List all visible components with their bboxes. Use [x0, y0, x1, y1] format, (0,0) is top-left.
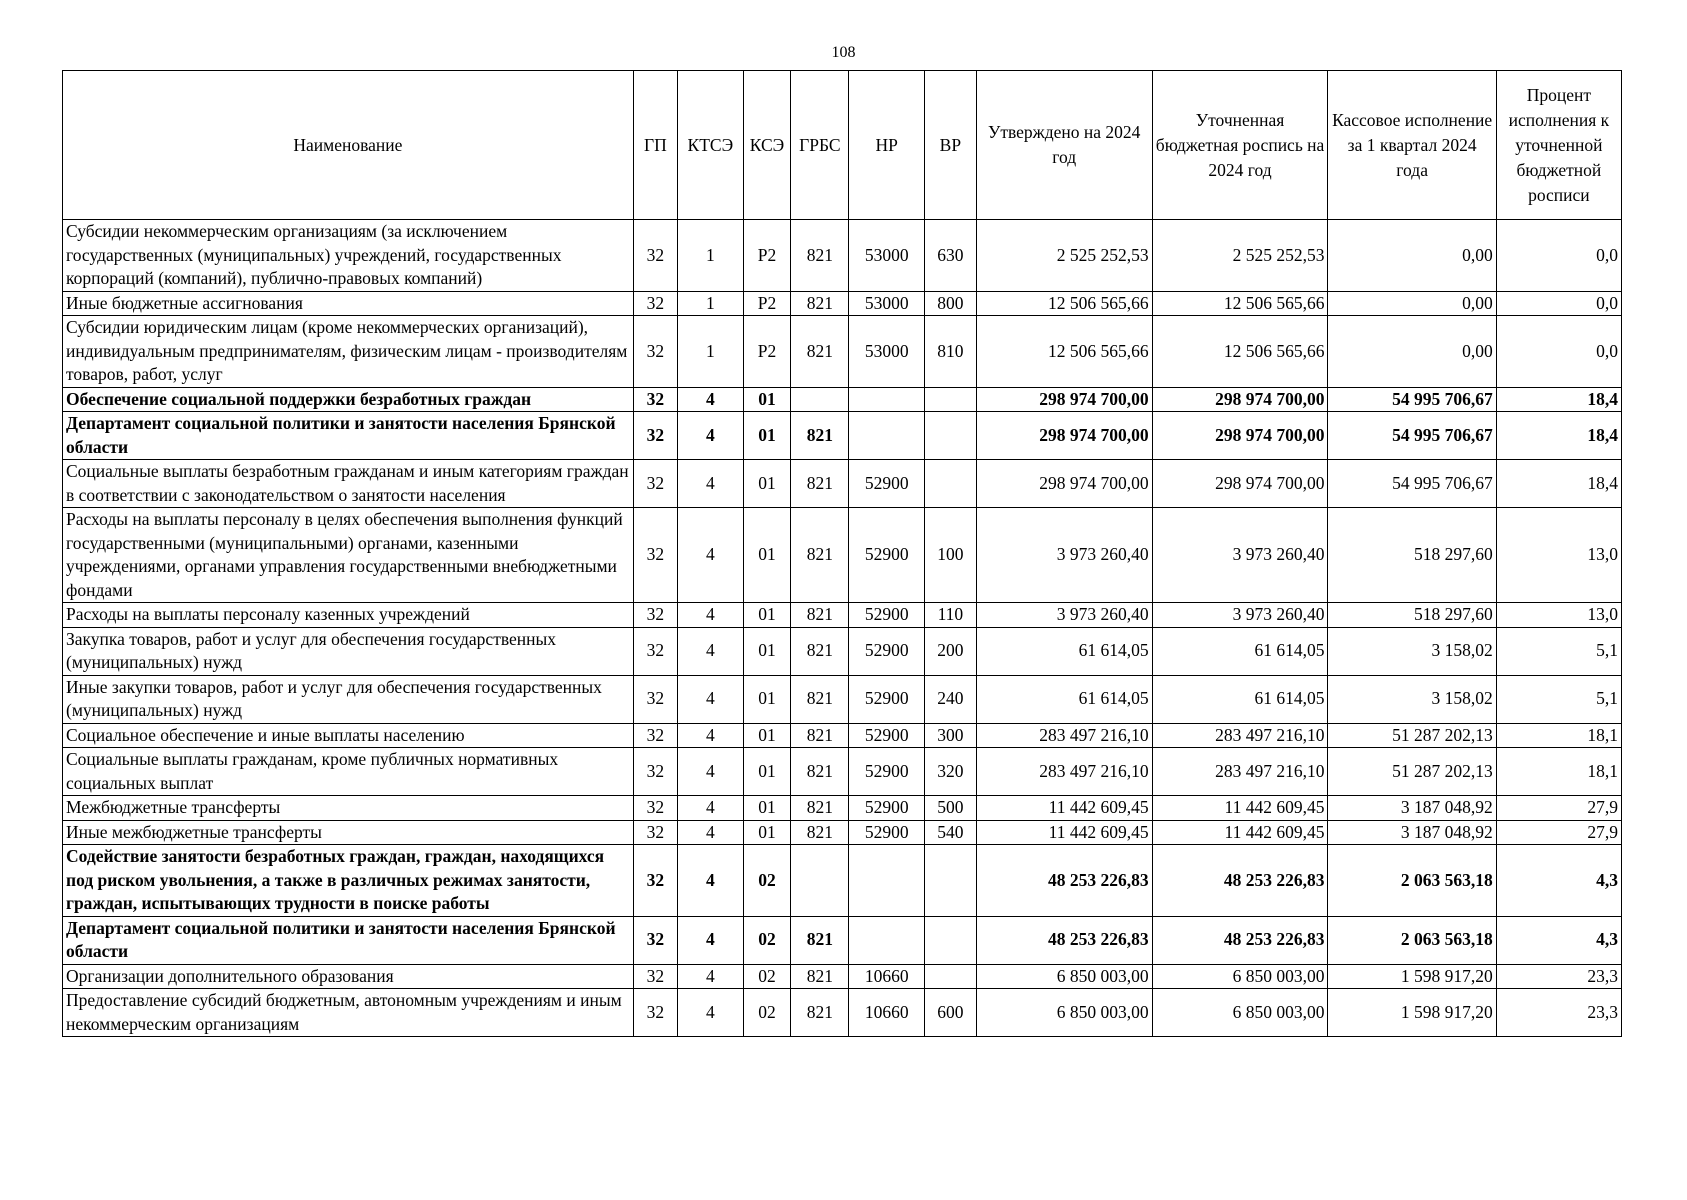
cell-kse: 01 — [743, 627, 790, 675]
cell-ktse: 4 — [677, 796, 743, 821]
cell-grbs — [791, 845, 849, 917]
cell-vr: 810 — [924, 316, 976, 388]
cell-grbs: 821 — [791, 412, 849, 460]
cell-nr: 52900 — [849, 748, 925, 796]
table-row — [63, 291, 1622, 316]
cell-kse: P2 — [743, 291, 790, 316]
cell-gp: 32 — [633, 460, 677, 508]
cell-gp: 32 — [633, 748, 677, 796]
cell-vr: 540 — [924, 820, 976, 845]
cell-approved: 48 253 226,83 — [976, 845, 1152, 917]
cell-cash: 3 158,02 — [1328, 675, 1496, 723]
cell-grbs: 821 — [791, 603, 849, 628]
cell-approved: 283 497 216,10 — [976, 723, 1152, 748]
table-row — [63, 220, 1622, 292]
cell-gp: 32 — [633, 723, 677, 748]
cell-cash: 518 297,60 — [1328, 508, 1496, 603]
cell-ktse: 4 — [677, 748, 743, 796]
cell-percent: 18,4 — [1496, 412, 1621, 460]
cell-kse: P2 — [743, 220, 790, 292]
cell-gp: 32 — [633, 603, 677, 628]
cell-vr — [924, 845, 976, 917]
cell-cash: 0,00 — [1328, 220, 1496, 292]
table-row — [63, 989, 1622, 1037]
table-row — [63, 603, 1622, 628]
cell-refined: 11 442 609,45 — [1152, 820, 1328, 845]
cell-percent: 13,0 — [1496, 508, 1621, 603]
cell-kse: 01 — [743, 796, 790, 821]
cell-vr — [924, 460, 976, 508]
cell-approved: 48 253 226,83 — [976, 916, 1152, 964]
header-vr: ВР — [924, 71, 976, 220]
cell-vr — [924, 412, 976, 460]
header-row — [63, 71, 1622, 220]
cell-vr: 500 — [924, 796, 976, 821]
cell-vr: 110 — [924, 603, 976, 628]
cell-percent: 0,0 — [1496, 291, 1621, 316]
cell-ktse: 4 — [677, 412, 743, 460]
cell-cash: 54 995 706,67 — [1328, 412, 1496, 460]
cell-nr: 10660 — [849, 964, 925, 989]
cell-nr — [849, 387, 925, 412]
cell-gp: 32 — [633, 387, 677, 412]
cell-approved: 61 614,05 — [976, 627, 1152, 675]
cell-name: Социальное обеспечение и иные выплаты населению — [63, 723, 634, 748]
cell-name: Департамент социальной политики и занятости населения Брянской области — [63, 412, 634, 460]
cell-nr: 10660 — [849, 989, 925, 1037]
cell-cash: 518 297,60 — [1328, 603, 1496, 628]
cell-refined: 61 614,05 — [1152, 627, 1328, 675]
cell-grbs: 821 — [791, 316, 849, 388]
cell-nr: 52900 — [849, 603, 925, 628]
cell-percent: 18,1 — [1496, 723, 1621, 748]
cell-kse: 02 — [743, 916, 790, 964]
cell-nr: 53000 — [849, 220, 925, 292]
cell-gp: 32 — [633, 220, 677, 292]
cell-vr — [924, 387, 976, 412]
cell-cash: 0,00 — [1328, 316, 1496, 388]
cell-gp: 32 — [633, 820, 677, 845]
cell-approved: 283 497 216,10 — [976, 748, 1152, 796]
cell-nr: 52900 — [849, 723, 925, 748]
cell-kse: 01 — [743, 603, 790, 628]
cell-percent: 23,3 — [1496, 989, 1621, 1037]
header-ktse: КТСЭ — [677, 71, 743, 220]
cell-approved: 3 973 260,40 — [976, 508, 1152, 603]
cell-ktse: 4 — [677, 508, 743, 603]
cell-approved: 11 442 609,45 — [976, 796, 1152, 821]
table-row — [63, 845, 1622, 917]
cell-gp: 32 — [633, 508, 677, 603]
cell-kse: 01 — [743, 723, 790, 748]
cell-gp: 32 — [633, 412, 677, 460]
cell-approved: 2 525 252,53 — [976, 220, 1152, 292]
cell-ktse: 4 — [677, 964, 743, 989]
cell-approved: 6 850 003,00 — [976, 964, 1152, 989]
cell-cash: 2 063 563,18 — [1328, 845, 1496, 917]
header-percent: Процент исполнения к уточненной бюджетной росписи — [1496, 71, 1621, 220]
table-row — [63, 627, 1622, 675]
cell-nr — [849, 412, 925, 460]
table-body — [63, 220, 1622, 1037]
page-number: 108 — [831, 44, 856, 61]
cell-nr — [849, 916, 925, 964]
cell-vr: 100 — [924, 508, 976, 603]
cell-gp: 32 — [633, 291, 677, 316]
cell-kse: 01 — [743, 412, 790, 460]
cell-nr — [849, 845, 925, 917]
cell-refined: 283 497 216,10 — [1152, 748, 1328, 796]
table-row — [63, 508, 1622, 603]
cell-name: Субсидии юридическим лицам (кроме некоммерческих организаций), индивидуальным предпринимателям, физическим лицам - производителям товаров, работ, услуг — [63, 316, 634, 388]
cell-nr: 52900 — [849, 508, 925, 603]
cell-gp: 32 — [633, 916, 677, 964]
cell-vr: 240 — [924, 675, 976, 723]
cell-grbs: 821 — [791, 675, 849, 723]
cell-grbs: 821 — [791, 748, 849, 796]
cell-gp: 32 — [633, 316, 677, 388]
cell-grbs: 821 — [791, 916, 849, 964]
cell-approved: 298 974 700,00 — [976, 460, 1152, 508]
cell-refined: 12 506 565,66 — [1152, 316, 1328, 388]
cell-name: Иные закупки товаров, работ и услуг для обеспечения государственных (муниципальных) нужд — [63, 675, 634, 723]
cell-approved: 12 506 565,66 — [976, 316, 1152, 388]
cell-kse: 01 — [743, 675, 790, 723]
cell-nr: 52900 — [849, 796, 925, 821]
cell-cash: 54 995 706,67 — [1328, 460, 1496, 508]
cell-grbs: 821 — [791, 723, 849, 748]
cell-percent: 18,4 — [1496, 387, 1621, 412]
cell-percent: 23,3 — [1496, 964, 1621, 989]
cell-grbs: 821 — [791, 796, 849, 821]
cell-grbs: 821 — [791, 291, 849, 316]
cell-refined: 298 974 700,00 — [1152, 460, 1328, 508]
cell-kse: 02 — [743, 964, 790, 989]
header-name: Наименование — [63, 71, 634, 220]
header-approved: Утверждено на 2024 год — [976, 71, 1152, 220]
cell-refined: 61 614,05 — [1152, 675, 1328, 723]
cell-refined: 12 506 565,66 — [1152, 291, 1328, 316]
cell-ktse: 4 — [677, 916, 743, 964]
cell-vr — [924, 916, 976, 964]
table-row — [63, 820, 1622, 845]
table-row — [63, 964, 1622, 989]
cell-ktse: 4 — [677, 460, 743, 508]
cell-refined: 48 253 226,83 — [1152, 845, 1328, 917]
cell-percent: 27,9 — [1496, 796, 1621, 821]
cell-kse: 01 — [743, 508, 790, 603]
cell-gp: 32 — [633, 964, 677, 989]
cell-name: Предоставление субсидий бюджетным, автономным учреждениям и иным некоммерческим организациям — [63, 989, 634, 1037]
cell-grbs: 821 — [791, 460, 849, 508]
cell-kse: 01 — [743, 387, 790, 412]
table-row — [63, 723, 1622, 748]
table-row — [63, 460, 1622, 508]
cell-name: Иные межбюджетные трансферты — [63, 820, 634, 845]
cell-nr: 53000 — [849, 291, 925, 316]
cell-percent: 13,0 — [1496, 603, 1621, 628]
cell-cash: 3 187 048,92 — [1328, 796, 1496, 821]
cell-grbs: 821 — [791, 220, 849, 292]
cell-cash: 1 598 917,20 — [1328, 989, 1496, 1037]
cell-percent: 0,0 — [1496, 220, 1621, 292]
cell-approved: 6 850 003,00 — [976, 989, 1152, 1037]
cell-percent: 4,3 — [1496, 845, 1621, 917]
cell-kse: 01 — [743, 820, 790, 845]
cell-ktse: 1 — [677, 220, 743, 292]
cell-percent: 18,4 — [1496, 460, 1621, 508]
cell-refined: 3 973 260,40 — [1152, 603, 1328, 628]
cell-kse: 02 — [743, 845, 790, 917]
cell-nr: 52900 — [849, 675, 925, 723]
cell-kse: P2 — [743, 316, 790, 388]
cell-approved: 3 973 260,40 — [976, 603, 1152, 628]
cell-cash: 2 063 563,18 — [1328, 916, 1496, 964]
cell-nr: 53000 — [849, 316, 925, 388]
cell-percent: 5,1 — [1496, 675, 1621, 723]
cell-name: Иные бюджетные ассигнования — [63, 291, 634, 316]
cell-kse: 01 — [743, 460, 790, 508]
cell-refined: 6 850 003,00 — [1152, 964, 1328, 989]
cell-grbs: 821 — [791, 820, 849, 845]
cell-name: Субсидии некоммерческим организациям (за исключением государственных (муниципальных) учреждений, государственных корпораций (компаний), публично-правовых компаний) — [63, 220, 634, 292]
cell-name: Расходы на выплаты персоналу казенных учреждений — [63, 603, 634, 628]
cell-ktse: 1 — [677, 316, 743, 388]
cell-approved: 11 442 609,45 — [976, 820, 1152, 845]
cell-grbs: 821 — [791, 627, 849, 675]
header-gp: ГП — [633, 71, 677, 220]
cell-grbs: 821 — [791, 989, 849, 1037]
cell-refined: 48 253 226,83 — [1152, 916, 1328, 964]
cell-cash: 3 158,02 — [1328, 627, 1496, 675]
cell-approved: 298 974 700,00 — [976, 387, 1152, 412]
table-row — [63, 412, 1622, 460]
cell-ktse: 4 — [677, 723, 743, 748]
cell-vr: 630 — [924, 220, 976, 292]
cell-percent: 18,1 — [1496, 748, 1621, 796]
cell-name: Социальные выплаты гражданам, кроме публичных нормативных социальных выплат — [63, 748, 634, 796]
cell-percent: 5,1 — [1496, 627, 1621, 675]
cell-vr: 320 — [924, 748, 976, 796]
cell-gp: 32 — [633, 675, 677, 723]
cell-approved: 61 614,05 — [976, 675, 1152, 723]
cell-refined: 298 974 700,00 — [1152, 387, 1328, 412]
cell-vr: 600 — [924, 989, 976, 1037]
cell-gp: 32 — [633, 989, 677, 1037]
table-row — [63, 387, 1622, 412]
cell-percent: 27,9 — [1496, 820, 1621, 845]
cell-name: Социальные выплаты безработным гражданам и иным категориям граждан в соответствии с законодательством о занятости населения — [63, 460, 634, 508]
cell-vr — [924, 964, 976, 989]
cell-cash: 54 995 706,67 — [1328, 387, 1496, 412]
cell-name: Закупка товаров, работ и услуг для обеспечения государственных (муниципальных) нужд — [63, 627, 634, 675]
cell-approved: 12 506 565,66 — [976, 291, 1152, 316]
cell-refined: 11 442 609,45 — [1152, 796, 1328, 821]
cell-approved: 298 974 700,00 — [976, 412, 1152, 460]
cell-ktse: 4 — [677, 820, 743, 845]
table-row — [63, 748, 1622, 796]
cell-ktse: 4 — [677, 627, 743, 675]
cell-ktse: 1 — [677, 291, 743, 316]
cell-percent: 0,0 — [1496, 316, 1621, 388]
cell-vr: 300 — [924, 723, 976, 748]
budget-table — [62, 70, 1622, 1037]
cell-kse: 02 — [743, 989, 790, 1037]
cell-gp: 32 — [633, 845, 677, 917]
cell-gp: 32 — [633, 796, 677, 821]
cell-gp: 32 — [633, 627, 677, 675]
cell-ktse: 4 — [677, 387, 743, 412]
cell-nr: 52900 — [849, 820, 925, 845]
cell-name: Организации дополнительного образования — [63, 964, 634, 989]
cell-refined: 3 973 260,40 — [1152, 508, 1328, 603]
cell-name: Департамент социальной политики и занятости населения Брянской области — [63, 916, 634, 964]
cell-refined: 6 850 003,00 — [1152, 989, 1328, 1037]
cell-kse: 01 — [743, 748, 790, 796]
cell-refined: 298 974 700,00 — [1152, 412, 1328, 460]
header-grbs: ГРБС — [791, 71, 849, 220]
cell-nr: 52900 — [849, 460, 925, 508]
cell-percent: 4,3 — [1496, 916, 1621, 964]
cell-ktse: 4 — [677, 989, 743, 1037]
header-refined: Уточненная бюджетная роспись на 2024 год — [1152, 71, 1328, 220]
header-kse: КСЭ — [743, 71, 790, 220]
cell-cash: 51 287 202,13 — [1328, 748, 1496, 796]
table-row — [63, 316, 1622, 388]
cell-nr: 52900 — [849, 627, 925, 675]
cell-vr: 800 — [924, 291, 976, 316]
header-nr: НР — [849, 71, 925, 220]
cell-grbs: 821 — [791, 964, 849, 989]
table-row — [63, 796, 1622, 821]
cell-refined: 2 525 252,53 — [1152, 220, 1328, 292]
cell-ktse: 4 — [677, 603, 743, 628]
cell-refined: 283 497 216,10 — [1152, 723, 1328, 748]
cell-name: Расходы на выплаты персоналу в целях обеспечения выполнения функций государственными (муниципальными) органами, казенными учреждениями, органами управления государственными внебюджетными фондами — [63, 508, 634, 603]
cell-grbs: 821 — [791, 508, 849, 603]
cell-cash: 1 598 917,20 — [1328, 964, 1496, 989]
cell-name: Обеспечение социальной поддержки безработных граждан — [63, 387, 634, 412]
table-row — [63, 675, 1622, 723]
cell-vr: 200 — [924, 627, 976, 675]
cell-cash: 0,00 — [1328, 291, 1496, 316]
cell-grbs — [791, 387, 849, 412]
cell-cash: 51 287 202,13 — [1328, 723, 1496, 748]
cell-name: Межбюджетные трансферты — [63, 796, 634, 821]
header-cash: Кассовое исполнение за 1 квартал 2024 года — [1328, 71, 1496, 220]
table-row — [63, 916, 1622, 964]
cell-ktse: 4 — [677, 845, 743, 917]
cell-name: Содействие занятости безработных граждан, граждан, находящихся под риском увольнения, а также в различных режимах занятости, граждан, испытывающих трудности в поиске работы — [63, 845, 634, 917]
cell-cash: 3 187 048,92 — [1328, 820, 1496, 845]
cell-ktse: 4 — [677, 675, 743, 723]
